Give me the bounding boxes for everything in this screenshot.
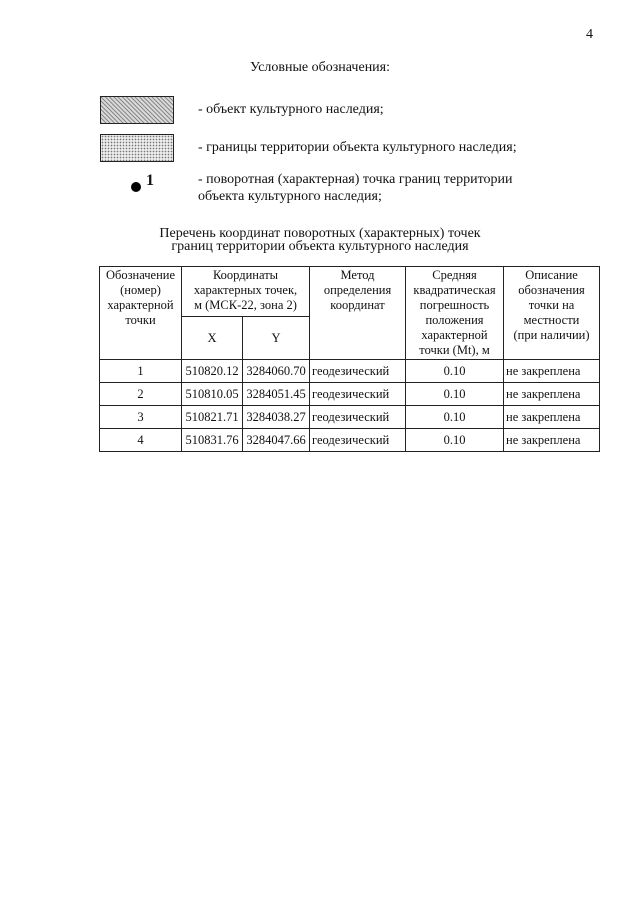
header-method: Метод определения координат xyxy=(310,267,406,360)
table-row xyxy=(100,406,600,429)
legend-item-territory-boundary xyxy=(100,134,517,162)
cell-description: не закреплена xyxy=(504,383,600,406)
cell-method: геодезический xyxy=(310,383,406,406)
cell-y: 3284038.27 xyxy=(243,406,310,429)
hatched-swatch-icon xyxy=(100,96,174,124)
cell-num: 4 xyxy=(100,429,182,452)
cell-method: геодезический xyxy=(310,360,406,383)
cell-description: не закреплена xyxy=(504,360,600,383)
header-x: X xyxy=(182,317,243,360)
cell-x: 510831.76 xyxy=(182,429,243,452)
cell-y: 3284047.66 xyxy=(243,429,310,452)
point-number-label: 1 xyxy=(146,172,154,189)
cell-error: 0.10 xyxy=(406,383,504,406)
header-y: Y xyxy=(243,317,310,360)
legend-title: Условные обозначения: xyxy=(249,60,391,75)
header-designation: Обозначение (номер) характерной точки xyxy=(100,267,182,360)
cell-y: 3284051.45 xyxy=(243,383,310,406)
cell-error: 0.10 xyxy=(406,360,504,383)
cell-x: 510820.12 xyxy=(182,360,243,383)
table-caption: Перечень координат поворотных (характерных) точек границ территории объекта культурного наследия xyxy=(159,226,481,254)
cell-description: не закреплена xyxy=(504,429,600,452)
legend-item-turning-point xyxy=(100,170,513,205)
cell-method: геодезический xyxy=(310,429,406,452)
turning-point-symbol xyxy=(100,170,174,198)
page-number: 4 xyxy=(586,27,593,42)
cell-x: 510821.71 xyxy=(182,406,243,429)
cell-num: 2 xyxy=(100,383,182,406)
point-dot-icon xyxy=(131,182,141,192)
header-coordinates: Координаты характерных точек, м (МСК-22, зона 2) xyxy=(182,267,310,317)
cell-x: 510810.05 xyxy=(182,383,243,406)
dotted-swatch-icon xyxy=(100,134,174,162)
coordinates-table xyxy=(99,266,600,452)
cell-description: не закреплена xyxy=(504,406,600,429)
header-description: Описание обозначения точки на местности (при наличии) xyxy=(504,267,600,360)
cell-y: 3284060.70 xyxy=(243,360,310,383)
cell-num: 3 xyxy=(100,406,182,429)
legend-item-label: - границы территории объекта культурного наследия; xyxy=(198,140,517,155)
cell-num: 1 xyxy=(100,360,182,383)
legend-item-label: - объект культурного наследия; xyxy=(198,102,384,117)
cell-method: геодезический xyxy=(310,406,406,429)
legend-item-cultural-object xyxy=(100,96,384,124)
header-error: Средняя квадратическая погрешность положения характерной точки (Mt), м xyxy=(406,267,504,360)
table-row xyxy=(100,429,600,452)
legend-item-label: - поворотная (характерная) точка границ территории объекта культурного наследия; xyxy=(198,172,513,204)
cell-error: 0.10 xyxy=(406,406,504,429)
cell-error: 0.10 xyxy=(406,429,504,452)
table-row xyxy=(100,360,600,383)
table-row xyxy=(100,383,600,406)
